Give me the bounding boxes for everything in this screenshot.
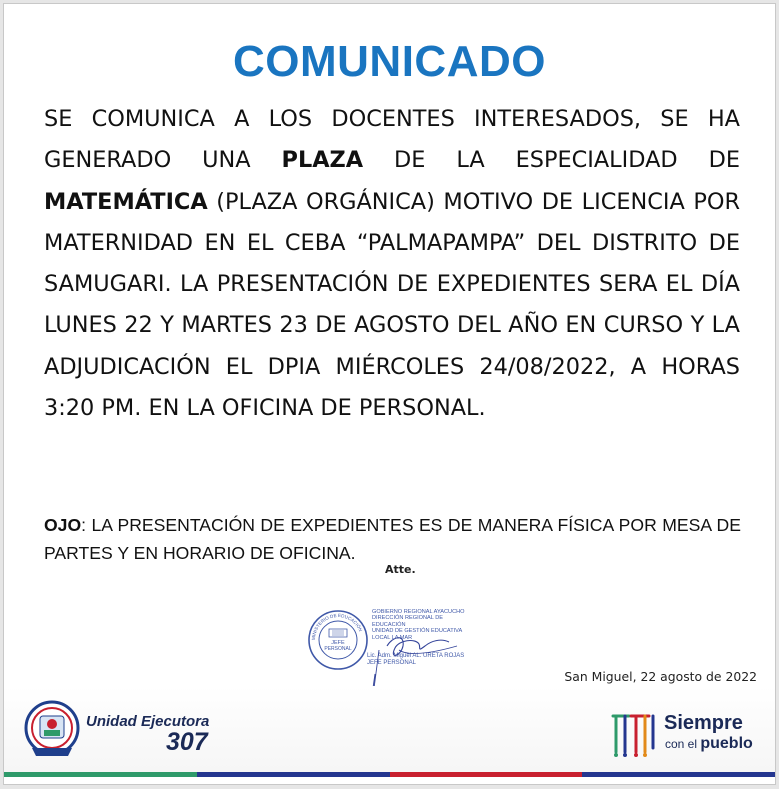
stamp-line-2: DIRECCIÓN REGIONAL DE EDUCACIÓN (372, 615, 443, 628)
seal-center-1: JEFE (331, 640, 345, 646)
document-page (3, 3, 776, 785)
stamp-role-line: JEFE PERSONAL (367, 660, 417, 666)
stripe-green (4, 772, 197, 777)
page-title: COMUNICADO (233, 37, 546, 86)
date-line: San Miguel, 22 agosto de 2022 (564, 669, 757, 684)
note-text: : LA PRESENTACIÓN DE EXPEDIENTES ES DE MANERA FÍSICA POR MESA DE PARTES Y EN HORARIO DE OFICINA. (44, 515, 741, 563)
seal-ring-text: MINISTERIO DE EDUCACIÓN (310, 612, 364, 641)
body-bold-plaza: PLAZA (281, 147, 364, 174)
body-bold-specialty: MATEMÁTICA (44, 188, 208, 215)
footer-stripe (4, 772, 775, 777)
unit-number: 307 (166, 728, 208, 756)
slogan-pre: con el (665, 737, 701, 751)
ugel-logo-icon (24, 698, 80, 764)
note-paragraph (44, 511, 741, 567)
stripe-blue (197, 772, 390, 777)
body-text-part-3: (PLAZA ORGÁNICA) MOTIVO DE LICENCIA POR MATERNIDAD EN EL CEBA “PALMAPAMPA” DEL DISTRITO DE SAMUGARI. LA PRESENTACIÓN DE EXPEDIENTES SERA EL DÍA LUNES 22 Y MARTES 23 DE AGOSTO DEL AÑO EN CURSO Y LA ADJUDICACIÓN EL DPIA MIÉRCOLES 24/08/2022, A HORAS 3:20 PM. EN LA OFICINA DE PERSONAL. (44, 188, 740, 422)
note-label: OJO (44, 515, 82, 535)
seal-center-2: PERSONAL (324, 646, 352, 652)
stamp-line-1: GOBIERNO REGIONAL AYACUCHO (372, 609, 465, 615)
stamp-line-3: UNIDAD DE GESTIÓN EDUCATIVA LOCAL LA MAR (372, 628, 462, 641)
closing-text: Atte. (385, 563, 416, 576)
siempre-logo-icon (609, 708, 661, 760)
stripe-blue-2 (582, 772, 775, 777)
announcement-body (44, 99, 740, 429)
slogan-bold: pueblo (700, 735, 753, 752)
body-text-part-1: SE COMUNICA A LOS DOCENTES INTERESADOS, SE HA GENERADO UNA (44, 106, 740, 174)
slogan-main: Siempre (664, 712, 743, 734)
stamp-name-line: Lic. Adm. Miguel AL. URETA ROJAS (367, 653, 465, 659)
unit-label: Unidad Ejecutora (86, 713, 210, 730)
slogan-sub (665, 735, 753, 753)
body-text-part-2: DE LA ESPECIALIDAD DE (363, 147, 740, 174)
stripe-red (390, 772, 583, 777)
